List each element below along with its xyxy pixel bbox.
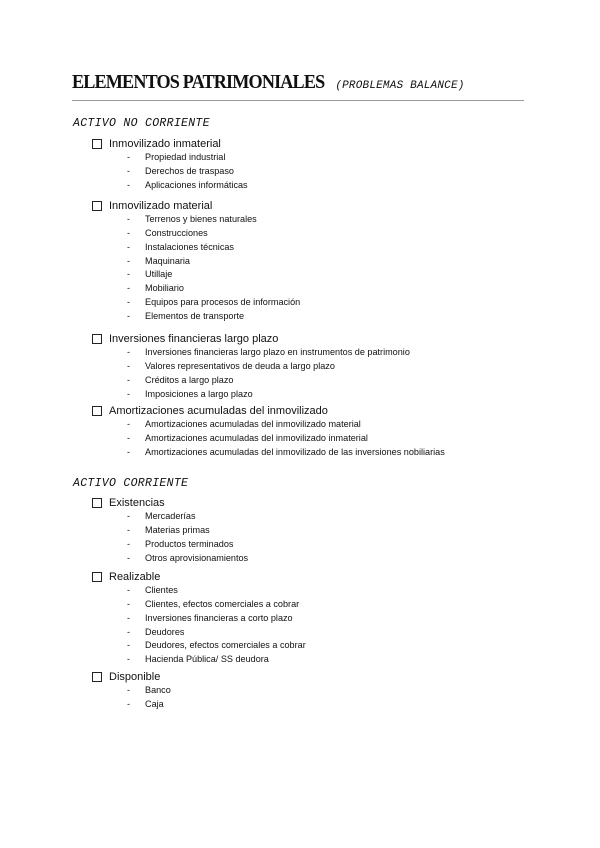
checkbox-icon [92,334,102,344]
list-item: - Inversiones financieras largo plazo en instrumentos de patrimonio [127,347,410,357]
list-item: - Maquinaria [127,255,190,266]
list-item: - Terrenos y bienes naturales [127,214,257,224]
list-item: - Valores representativos de deuda a largo plazo [127,360,335,371]
group-label: Existencias [109,497,165,509]
group-label: Inmovilizado material [109,200,213,212]
list-item: - Construcciones [127,227,208,238]
group-existencias [92,496,248,565]
item-list [92,213,300,324]
list-item: - Amortizaciones acumuladas del inmovilizado de las inversiones nobiliarias [127,446,445,457]
list-item: - Amortizaciones acumuladas del inmovilizado inmaterial [127,432,368,443]
list-item: - Propiedad industrial [127,152,226,162]
list-item: - Otros aprovisionamientos [127,552,249,563]
section-title-activo-corriente: ACTIVO CORRIENTE [73,477,189,490]
list-item: - Banco [127,685,171,695]
list-item: - Productos terminados [127,538,234,549]
list-item: - Clientes, efectos comerciales a cobrar [127,598,300,609]
list-item: - Mobiliario [127,283,184,294]
list-item: - Hacienda Pública/ SS deudora [127,654,269,665]
page-title: ELEMENTOS PATRIMONIALES [72,72,325,93]
checkbox-icon [92,139,102,149]
checkbox-icon [92,406,102,416]
list-item: - Deudores [127,626,185,637]
group-label: Inversiones financieras largo plazo [109,333,279,345]
group-disponible [92,670,171,712]
group-inmovilizado-material [92,199,300,324]
list-item: - Clientes [127,585,178,595]
list-item: - Derechos de traspaso [127,165,234,176]
list-item: - Elementos de transporte [127,310,245,321]
document-header [72,72,524,94]
list-item: - Imposiciones a largo plazo [127,388,253,399]
page-subtitle: (PROBLEMAS BALANCE) [335,80,465,92]
checkbox-icon [92,672,102,682]
group-inversiones-financieras-largo-plazo [92,332,410,401]
list-item: - Amortizaciones acumuladas del inmovilizado material [127,419,361,429]
section-title-activo-no-corriente: ACTIVO NO CORRIENTE [73,117,210,130]
list-item: - Instalaciones técnicas [127,241,234,252]
list-item: - Créditos a largo plazo [127,374,234,385]
group-label: Amortizaciones acumuladas del inmovilizado [109,405,328,417]
group-label: Inmovilizado inmaterial [109,138,221,150]
item-list [92,584,306,667]
list-item: - Materias primas [127,524,210,535]
group-label: Realizable [109,571,161,583]
list-item: - Mercaderías [127,511,196,521]
title-divider [72,100,524,101]
list-item: - Caja [127,698,164,709]
checkbox-icon [92,572,102,582]
list-item: - Equipos para procesos de información [127,297,301,308]
group-amortizaciones-acumuladas [92,404,445,460]
item-list [92,346,410,401]
group-label: Disponible [109,671,161,683]
checkbox-icon [92,498,102,508]
item-list [92,151,248,193]
list-item: - Inversiones financieras a corto plazo [127,612,293,623]
title-row [72,72,524,94]
item-list [92,684,171,712]
checkbox-icon [92,201,102,211]
list-item: - Aplicaciones informáticas [127,179,248,190]
item-list [92,510,248,565]
group-realizable [92,570,306,667]
item-list [92,418,445,460]
group-inmovilizado-inmaterial [92,137,248,193]
list-item: - Utillaje [127,269,173,280]
list-item: - Deudores, efectos comerciales a cobrar [127,640,306,651]
